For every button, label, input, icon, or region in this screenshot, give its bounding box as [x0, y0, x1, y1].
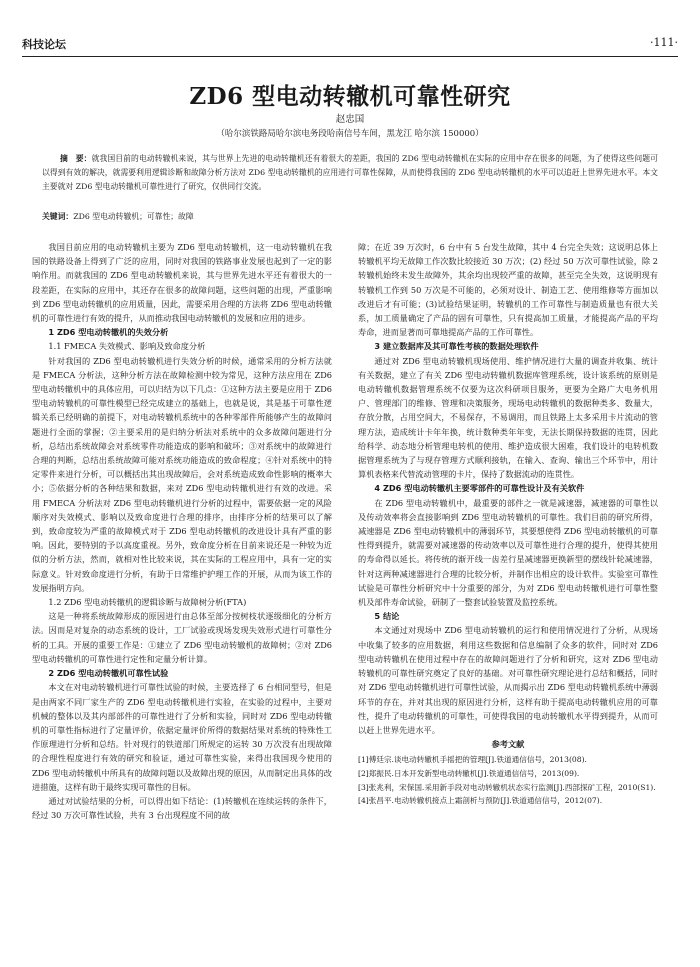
- paragraph: 这是一种将系统故障形成的原因进行由总体至部分按树枝状逐级细化的分析方法。因而是对复杂的动态系统的设计，工厂试验或现场发现失效形式进行可靠性分析的工具。开展的重要工作是：①建立了 ZD6 型电动转辙机的故障树；②对 ZD6 型电动转辙机的可靠性进行定性和定量分析计算。: [32, 611, 332, 664]
- reference-list: [358, 753, 658, 807]
- author-name: 赵忠国: [335, 114, 365, 125]
- paragraph: 本文通过对现场中 ZD6 型电动转辙机的运行和使用情况进行了分析，从现场中收集了较多的应用数据，利用这些数据和信息编制了众多的软件，同时对 ZD6 型电动转辙机在使用过程中存在的故障问题进行了分析和研究，这对 ZD6 型电动转辙机的可靠性研究奠定了良好的基础。对可靠性研究理论进行总结和概括，同时对 ZD6 型电动转辙机进行可靠性试验，从而揭示出 ZD6 型电动转辙机系统中薄弱环节的存在，并对其出现的原因进行分析，这样有助于提高电动转辙机应用的可靠性，提升了电动转辙机的可靠性，可使得我国的电动转辙机水平得到提升，从而可以赶上世界先进水平。: [358, 625, 658, 735]
- section-heading: 1 ZD6 型电动转辙机的失效分析: [48, 327, 169, 338]
- reference-item: [2]郑振民.日本开发新型电动转辙机[J].铁道通信信号，2013(09).: [358, 768, 580, 778]
- section-heading: 4 ZD6 型电动转辙机主要零部件的可靠性设计及有关软件: [374, 483, 585, 494]
- reference-item: [1]傅廷宗.谈电动转辙机手摇把的管理[J].铁道通信信号，2013(08).: [358, 755, 587, 765]
- paragraph: 在 ZD6 型电动转辙机中，最重要的部件之一就是减速器，减速器的可靠性以及传动效率将会直接影响到 ZD6 型电动转辙机的可靠性。我们目前的研究所得，减速器是 ZD6 型电动转辙机中的薄弱环节，其要想使得 ZD6 型电动转辙机的可靠性得到提升，就需要对减速器的传动效率以及可靠性进行合理的提升，使得其使用的寿命得以延长。将传统的渐开线一齿差行星减速器更换新型的摆线针轮减速器，针对这两种减速器进行合理的比较分析，并制作出相应的设计软件。实验室可靠性试验是可靠性分析研究中十分重要的部分，为对 ZD6 型电动转辙机进行可靠性整机及部件寿命试验，研制了一整套试验装置及监控系统。: [358, 497, 658, 608]
- paragraph: 我国目前应用的电动转辙机主要为 ZD6 型电动转辙机，这一电动转辙机在我国的铁路设备上得到了广泛的应用，同时对我国的铁路事业发展也起到了一定的影响作用。而就我国的 ZD6 型电动转辙机来说，其与世界先进水平还有着很大的一段差距，在实际的应用中，其还存在很多的故障问题，这些问题的出现，严重影响到 ZD6 型电动转辙机的应用质量，因此，需要采用合理的方法将 ZD6 型电动转辙机的可靠性进行有效的提升，从而推动我国电动转辙机的发展和应用的进步。: [32, 242, 332, 324]
- abstract-text: 就我国目前的电动转辙机来说，其与世界上先进的电动转辙机还有着很大的差距，我国的 ZD6 型电动转辙机在实际的应用中存在很多的问题，为了使得这些问题可以得到有效的解决，就需要利用逻辑诊断和故障分析方法对 ZD6 型电动转辙机的应用进行可靠性保障，从而使得我国的 ZD6 型电动转辙机的水平可以追赶上世界先进水平。本文主要就对 ZD6 型电动转辙机可靠性进行了研究，仅供同行交流。: [42, 154, 658, 191]
- paragraph-continued: 障；在近 39 万次时，6 台中有 5 台发生故障，其中 4 台完全失效；这说明总体上转辙机平均无故障工作次数比较接近 30 万次；(2) 经过 50 万次可靠性试验，除 2 转辙机始终未发生故障外，其余均出现较严重的故障，甚至完全失效，这说明现有转辙机工作到 50 万次是不可能的，必须对设计、制造工艺、使用维修等方面加以改进后才有可能；(3)试验结果证明，转辙机的工作可靠性与制造质量也有很大关系，加工质量确定了产品的固有可靠性，只有提高加工质量，才能提高产品的平均寿命，进而显著而可靠地提高产品的工作可靠性。: [358, 242, 658, 338]
- paragraph: 针对我国的 ZD6 型电动转辙机进行失效分析的时候，通常采用的分析方法就是 FMECA 分析法，这种分析方法在故障检测中较为常见，这种方法应用在 ZD6 型电动转辙机中的具体应用，可以归结为以下几点：①这种方法主要是应用于 ZD6 型电动转辙机的可靠性模型已经完成建立的基础上，也就是说，其是基于可靠性逻辑关系已经明确的前提下，对电动转辙机系统中的各种零部件所能够产生的故障问题进行全面的掌握；②主要采用的是归纳分析法对系统中的众多故障问题进行分析，总结出系统故障会对系统零件功能造成的影响和破坏；③对系统中的故障进行合理的判断，总结出系统故障可能对系统功能造成的致命程度；④针对系统中的特定零件来进行分析，可以概括出其出现故障后，会对系统造成致命性影响的概率大小；⑤依据分析的各种结果和数据，来对 ZD6 型电动转辙机进行有效的改进。采用 FMECA 分析法对 ZD6 型电动转辙机进行分析的过程中，需要依据一定的风险顺序对失效模式、影响以及致命度进行合理的排序，由排序分析的结果可以了解到，致命度较为严重的故障模式对于 ZD6 型电动转辙机的改进设计具有严重的影响。因此，要特别的予以高度重视。另外，致命度分析在目前来说还是一种较为近似的分析方法，然而，就相对性比较来说，其在实际的工程应用中，具有一定的实际意义。针对致命度进行分析，有助于日常维护护理工作的开展，从而为该工作的发展指明方向。: [32, 355, 332, 593]
- paper-title: ZD6 型电动转辙机可靠性研究: [189, 83, 511, 110]
- section-heading: 3 建立数据库及其可靠性考核的数据处理软件: [374, 341, 539, 352]
- right-column: [358, 240, 658, 808]
- references-heading: 参考文献: [491, 739, 525, 750]
- keywords-label: 关键词：: [42, 212, 74, 221]
- author-affiliation: （哈尔滨铁路局哈尔滨电务段哈南信号车间，黑龙江 哈尔滨 150000）: [216, 129, 484, 139]
- left-column: [32, 240, 332, 822]
- reference-item: [4]张昌平.电动转辙机接点上霜剖析与预防[J].铁道通信信号，2012(07).: [358, 796, 603, 806]
- abstract: [42, 152, 658, 194]
- page-number: ·111·: [650, 36, 678, 49]
- keywords: [42, 210, 658, 224]
- paragraph: 本文在对电动转辙机进行可靠性试验的时候，主要选择了 6 台相同型号，但是是由两家不同厂家生产的 ZD6 型电动转辙机进行实验，在实验的过程中，主要对机械的整体以及其内部部件的可靠性进行了分析和实验，同时对 ZD6 型电动转辙机的可靠性指标进行了定量评价，依据定量评价所得的数据结果对系统的特殊性工作原理进行分析和总结。针对现行的铁道部门所规定的运转 30 万次没有出现故障的合理性程度进行有效的研究和验证，通过可靠性实验，来得出我国现今使用的 ZD6 型电动转辙机中所具有的故障问题以及故障出现的原因，从而制定出具体的改进措施，这样有助于最终实现可靠性的目标。: [32, 682, 332, 792]
- subsection-heading: 1.2 ZD6 型电动转辙机的逻辑诊断与故障树分析(FTA): [48, 597, 247, 608]
- section-heading: 5 结论: [374, 611, 400, 622]
- keywords-text: ZD6 型电动转辙机；可靠性；故障: [73, 212, 194, 221]
- reference-item: [3]张兆利，宋保国.采用新手段对电动转辙机状态实行监测[J].西部探矿工程，2010(S1).: [358, 782, 656, 792]
- abstract-label: 摘 要：: [60, 154, 92, 163]
- running-header: [22, 36, 678, 57]
- subsection-heading: 1.1 FMECA 失效模式、影响及致命度分析: [48, 341, 206, 352]
- paragraph: 通过对试验结果的分析，可以得出如下结论：(1)转辙机在连续运转的条件下，经过 30 万次可靠性试验，共有 3 台出现程度不同的故: [32, 795, 332, 821]
- section-heading: 2 ZD6 型电动转辙机可靠性试验: [48, 668, 169, 679]
- paragraph: 通过对 ZD6 型电动转辙机现场使用、维护情况进行大量的调查并收集、统计有关数据，建立了有关 ZD6 型电动转辙机数据库管理系统，设计该系统的原则是电动转辙机数据管理系统不仅要为这次科研项目服务，更要为全路广大电务机用户、管理部门的维修、管理和决策服务，现场电动转辙机的数据种类多、数量大，存放分散，占用空间大，不易保存，不易调用，而且铁路上太多采用卡片流动的管理方法，造成统计卡年年换，统计数种类年年变，无法长期保持数据的连贯，因此给科学、动态地分析管理电转机的使用、维护造成很大困难，我们设计的电转机数据管理系统为了与现存管理方式顺利接轨，在输入、查询、输出三个环节中，用计算机表格来代替流动管理的卡片，保持了数据流动的连贯性。: [358, 355, 658, 480]
- journal-section: 科技论坛: [22, 38, 66, 51]
